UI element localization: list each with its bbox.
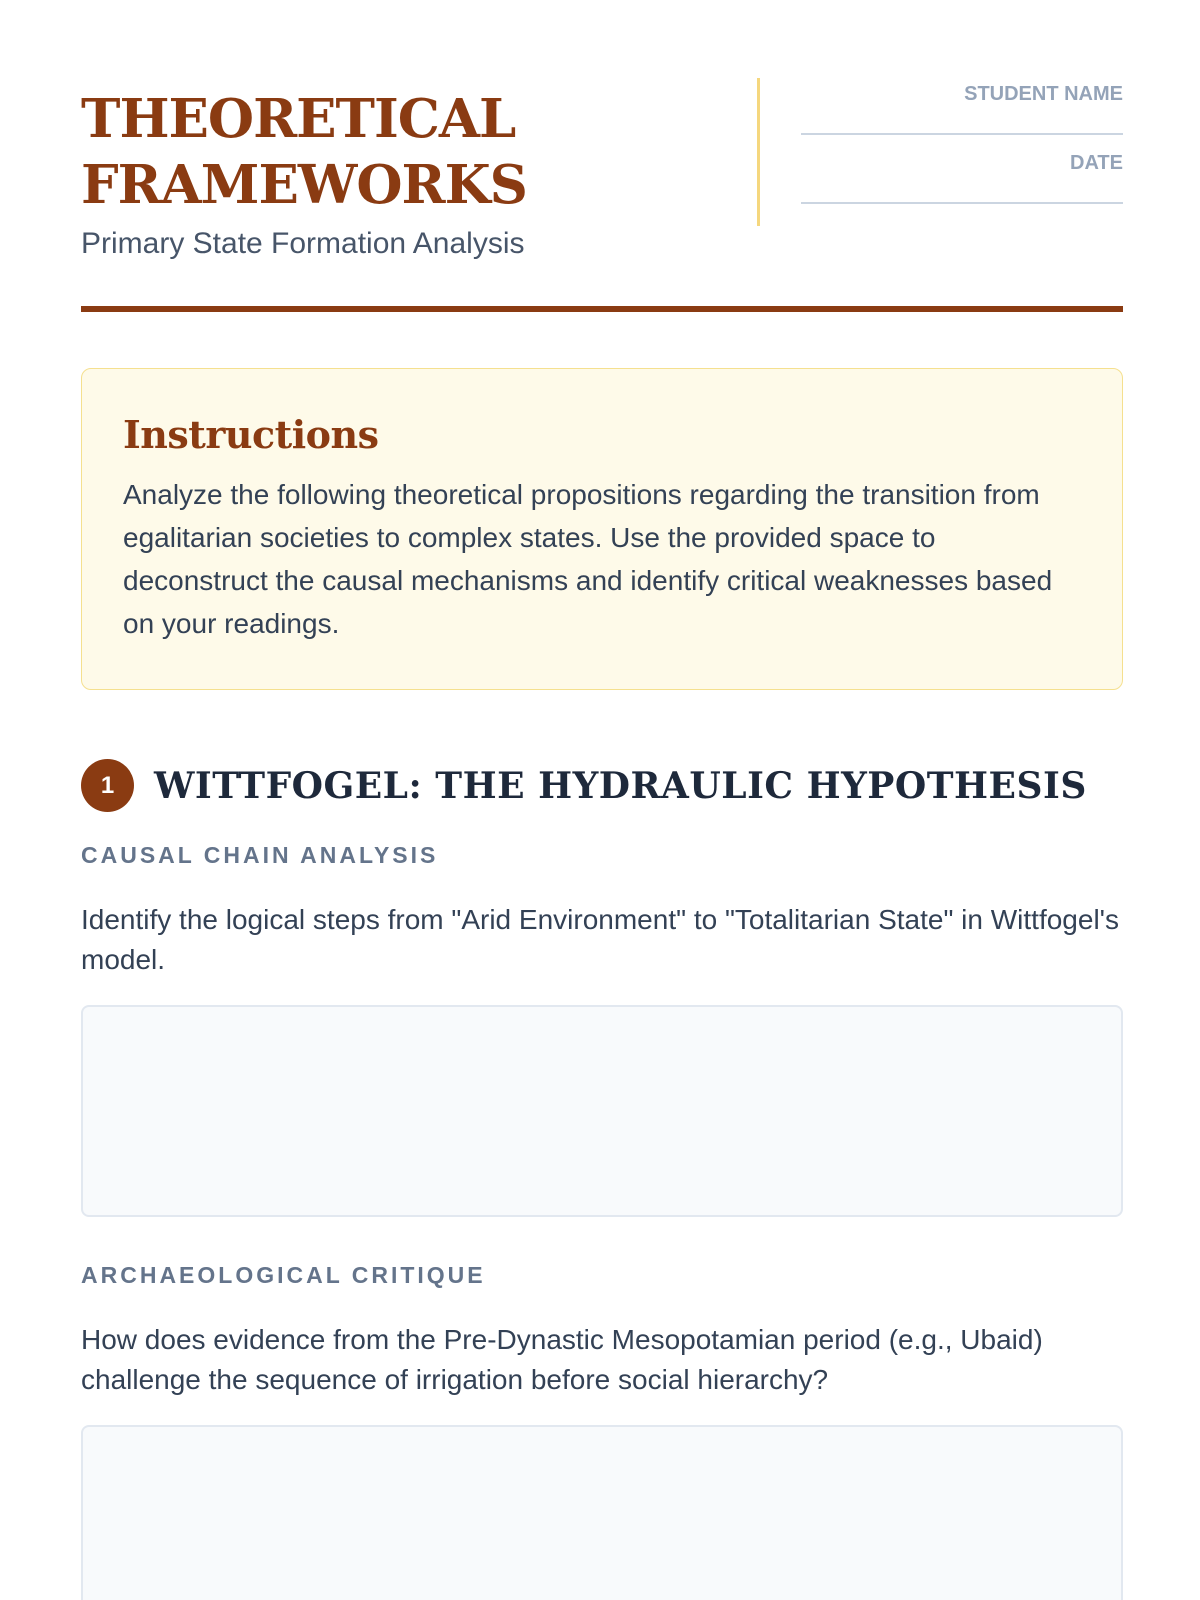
question-label: ARCHAEOLOGICAL CRITIQUE [81, 1262, 486, 1288]
instructions-body: Analyze the following theoretical propositions regarding the transition from egalitarian societies to complex states. Use the provided space to deconstruct the causal mechanisms and identify critical weaknesses based on your readings. [123, 479, 1053, 639]
answer-box-archaeological-critique[interactable] [81, 1425, 1123, 1600]
date-label: DATE [1070, 152, 1123, 174]
question-prompt: How does evidence from the Pre-Dynastic Mesopotamian period (e.g., Ubaid) challenge the sequence of irrigation before social hierarchy? [81, 1324, 1043, 1395]
worksheet-header [81, 78, 1123, 268]
title-line-2: FRAMEWORKS [81, 154, 527, 216]
title-line-1: THEORETICAL [81, 88, 516, 150]
answer-box-causal-chain[interactable] [81, 1005, 1123, 1217]
instructions-heading: Instructions [123, 412, 379, 457]
student-fields [801, 78, 1123, 204]
section-number-badge: 1 [81, 759, 134, 812]
section-title: WITTFOGEL: THE HYDRAULIC HYPOTHESIS [154, 765, 1087, 807]
page-subtitle: Primary State Formation Analysis [81, 227, 525, 260]
student-name-label: STUDENT NAME [964, 83, 1123, 105]
header-divider [757, 78, 760, 226]
question-prompt: Identify the logical steps from "Arid Environment" to "Totalitarian State" in Wittfogel's model. [81, 904, 1120, 975]
question-label: CAUSAL CHAIN ANALYSIS [81, 842, 439, 868]
section-header [81, 758, 1123, 812]
header-rule [81, 306, 1123, 312]
date-field[interactable] [801, 202, 1123, 204]
student-name-field[interactable] [801, 133, 1123, 135]
instructions-box [81, 368, 1123, 690]
page-title [81, 86, 527, 218]
